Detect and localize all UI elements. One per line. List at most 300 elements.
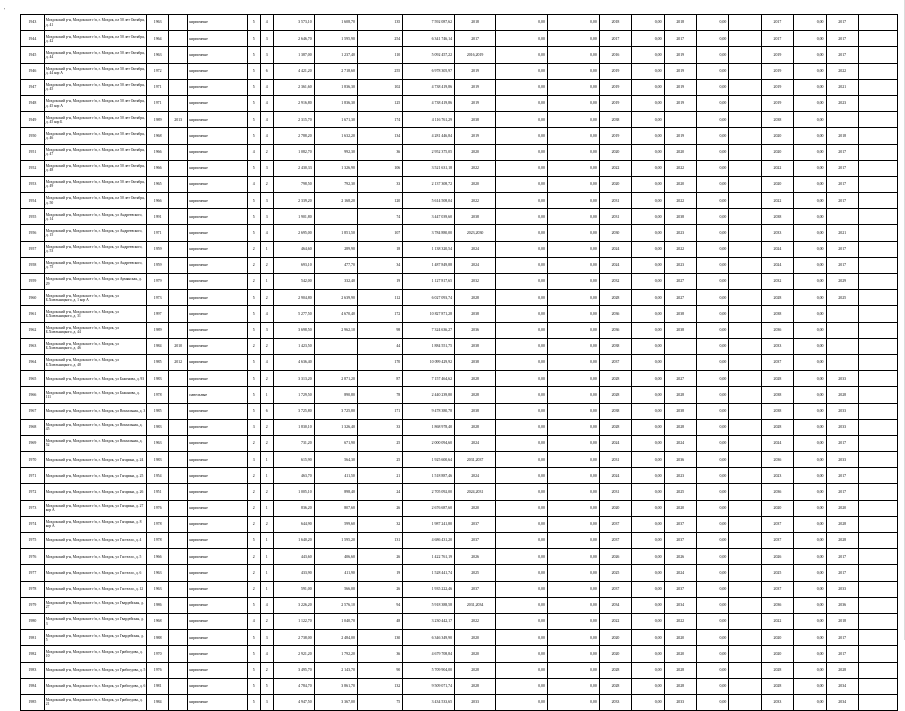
living-area-cell: 2 484,00 (314, 630, 357, 646)
year-cell (826, 209, 858, 225)
residents-cell: 87 (357, 371, 402, 387)
table-row (21, 176, 898, 192)
value-cell: 0,00 (547, 112, 599, 128)
year-cell: 2028 (599, 371, 631, 387)
year-cell: 2020 (664, 176, 696, 192)
wall-material-cell: кирпичные (188, 646, 247, 662)
value-cell: 0,00 (496, 646, 548, 662)
floors-cell: 5 (247, 322, 260, 338)
entrances-cell: 4 (260, 354, 273, 370)
year-cell: 2037 (761, 581, 793, 597)
address-cell: Моздокский р-н, Моздокское г/п, г. Моздок, пл 50 лет Октября, д. 49 (44, 176, 147, 192)
total-area-cell: 1 082,70 (273, 144, 314, 160)
row-number: 1959 (21, 274, 45, 290)
year-cell: 2023 (664, 468, 696, 484)
value-cell: 0,00 (632, 630, 664, 646)
wall-material-cell: кирпичные (188, 193, 247, 209)
empty-cell (858, 193, 897, 209)
year-cell: 2022 (664, 193, 696, 209)
year-cell: 2019 (664, 63, 696, 79)
build-year-cell: 1964 (147, 31, 169, 47)
value-cell: 0,00 (496, 15, 548, 31)
cost-cell: 1 528 441,74 (403, 565, 455, 581)
reconstruction-year-cell (168, 581, 187, 597)
reconstruction-year-cell (168, 31, 187, 47)
value-cell: 0,00 (496, 387, 548, 403)
total-area-cell: 591,00 (273, 581, 314, 597)
empty-cell (729, 354, 761, 370)
year-cell: 2038 (664, 306, 696, 322)
living-area-cell: 807,60 (314, 500, 357, 516)
year-cell: 2018 (599, 15, 631, 31)
empty-cell (858, 581, 897, 597)
year-cell: 2036 (826, 597, 858, 613)
empty-cell (729, 290, 761, 306)
residents-cell: 78 (357, 387, 402, 403)
empty-cell (858, 257, 897, 273)
repair-years-cell: 2017 (455, 31, 496, 47)
value-cell: 0,00 (794, 613, 826, 629)
living-area-cell: 3 861,70 (314, 678, 357, 694)
floors-cell: 5 (247, 354, 260, 370)
residents-cell: 125 (357, 95, 402, 111)
entrances-cell: 2 (260, 338, 273, 354)
value-cell: 0,00 (794, 144, 826, 160)
entrances-cell: 3 (260, 160, 273, 176)
empty-cell (729, 387, 761, 403)
year-cell: 2017 (826, 15, 858, 31)
value-cell: 0,00 (632, 176, 664, 192)
cost-cell: 3 447 039,60 (403, 209, 455, 225)
year-cell: 2018 (826, 128, 858, 144)
year-cell: 2017 (826, 193, 858, 209)
row-number: 1952 (21, 160, 45, 176)
floors-cell: 5 (247, 290, 260, 306)
living-area-cell: 1 851,50 (314, 225, 357, 241)
address-cell: Моздокский р-н, Моздокское г/п, г. Моздок, ул Гастелло, д. 5 (44, 549, 147, 565)
row-number: 1947 (21, 79, 45, 95)
value-cell: 0,00 (547, 533, 599, 549)
year-cell: 2033 (826, 371, 858, 387)
year-cell: 2033 (664, 694, 696, 710)
year-cell: 2017 (826, 435, 858, 451)
year-cell: 2028 (761, 419, 793, 435)
reconstruction-year-cell (168, 371, 187, 387)
entrances-cell: 1 (260, 387, 273, 403)
year-cell: 2017 (826, 31, 858, 47)
empty-cell (729, 565, 761, 581)
empty-cell (858, 678, 897, 694)
value-cell: 0,00 (794, 354, 826, 370)
address-cell: Моздокский р-н, Моздокское г/п, г. Моздок, ул Гастелло, д. 4 (44, 533, 147, 549)
total-area-cell: 443,60 (273, 549, 314, 565)
build-year-cell: 1981 (147, 678, 169, 694)
cost-cell: 1 422 761,19 (403, 549, 455, 565)
empty-cell (858, 500, 897, 516)
residents-cell: 32 (357, 516, 402, 532)
value-cell: 0,00 (496, 533, 548, 549)
table-row (21, 403, 898, 419)
row-number: 1955 (21, 209, 45, 225)
value-cell: 0,00 (496, 354, 548, 370)
year-cell: 2026 (599, 549, 631, 565)
value-cell: 0,00 (632, 290, 664, 306)
floors-cell: 4 (247, 144, 260, 160)
value-cell: 0,00 (547, 500, 599, 516)
cost-cell: 2 000 094,60 (403, 435, 455, 451)
value-cell: 0,00 (696, 144, 728, 160)
value-cell: 0,00 (696, 160, 728, 176)
wall-material-cell: кирпичные (188, 290, 247, 306)
empty-cell (858, 694, 897, 710)
repair-years-cell: 2038 (455, 306, 496, 322)
value-cell: 0,00 (632, 694, 664, 710)
repair-years-cell: 2038 (455, 403, 496, 419)
year-cell: 2038 (599, 403, 631, 419)
floors-cell: 2 (247, 581, 260, 597)
living-area-cell: 3 725,80 (314, 403, 357, 419)
reconstruction-year-cell (168, 597, 187, 613)
year-cell: 2019 (599, 79, 631, 95)
floors-cell: 5 (247, 662, 260, 678)
value-cell: 0,00 (632, 403, 664, 419)
table-row (21, 435, 898, 451)
row-number: 1945 (21, 47, 45, 63)
living-area-cell: 1 836,30 (314, 79, 357, 95)
value-cell: 0,00 (632, 387, 664, 403)
entrances-cell: 1 (260, 565, 273, 581)
repair-years-cell: 2022 (455, 193, 496, 209)
value-cell: 0,00 (632, 95, 664, 111)
address-cell: Моздокский р-н, Моздокское г/п, г. Моздок, ул Гвардейская, д. 5 (44, 630, 147, 646)
entrances-cell: 2 (260, 516, 273, 532)
living-area-cell: 890,80 (314, 387, 357, 403)
entrances-cell: 2 (260, 484, 273, 500)
reconstruction-year-cell (168, 452, 187, 468)
repair-years-cell: 2022 (455, 160, 496, 176)
floors-cell: 2 (247, 565, 260, 581)
value-cell: 0,00 (794, 31, 826, 47)
wall-material-cell: кирпичные (188, 419, 247, 435)
value-cell: 0,00 (547, 646, 599, 662)
value-cell: 0,00 (547, 144, 599, 160)
value-cell: 0,00 (547, 630, 599, 646)
residents-cell: 48 (357, 613, 402, 629)
year-cell: 2028 (761, 290, 793, 306)
value-cell: 0,00 (794, 630, 826, 646)
value-cell: 0,00 (496, 630, 548, 646)
build-year-cell: 1997 (147, 306, 169, 322)
year-cell: 2019 (761, 63, 793, 79)
year-cell: 2036 (761, 452, 793, 468)
page-mark: ' (4, 8, 6, 14)
reconstruction-year-cell (168, 678, 187, 694)
residents-cell: 25 (357, 452, 402, 468)
value-cell: 0,00 (496, 565, 548, 581)
address-cell: Моздокский р-н, Моздокское г/п, г. Моздок, ул Б.Хмельницкого, д. 31 (44, 306, 147, 322)
address-cell: Моздокский р-н, Моздокское г/п, г. Моздок, ул Гастелло, д. 12 (44, 581, 147, 597)
cost-cell: 2 440 239,80 (403, 387, 455, 403)
year-cell: 2020 (599, 144, 631, 160)
residents-cell: 19 (357, 565, 402, 581)
total-area-cell: 615,90 (273, 452, 314, 468)
reconstruction-year-cell (168, 435, 187, 451)
empty-cell (729, 15, 761, 31)
total-area-cell: 836,20 (273, 500, 314, 516)
value-cell: 0,00 (547, 257, 599, 273)
address-cell: Моздокский р-н, Моздокское г/п, г. Моздок, ул Б.Хмельницкого, д. 44 (44, 322, 147, 338)
wall-material-cell: кирпичные (188, 354, 247, 370)
value-cell: 0,00 (547, 176, 599, 192)
living-area-cell: 898,40 (314, 484, 357, 500)
value-cell: 0,00 (794, 274, 826, 290)
residents-cell: 18 (357, 241, 402, 257)
total-area-cell: 433,90 (273, 565, 314, 581)
year-cell: 2017 (826, 160, 858, 176)
repair-years-cell: 2032 (455, 274, 496, 290)
wall-material-cell: панельные (188, 387, 247, 403)
cost-cell: 6 341 746,14 (403, 31, 455, 47)
table-row (21, 225, 898, 241)
value-cell: 0,00 (794, 79, 826, 95)
entrances-cell: 1 (260, 533, 273, 549)
value-cell: 0,00 (632, 484, 664, 500)
year-cell: 2027 (664, 274, 696, 290)
living-area-cell: 411,90 (314, 565, 357, 581)
table-row (21, 371, 898, 387)
empty-cell (729, 322, 761, 338)
total-area-cell: 3 495,70 (273, 662, 314, 678)
value-cell: 0,00 (632, 225, 664, 241)
value-cell: 0,00 (496, 435, 548, 451)
residents-cell: 33 (357, 176, 402, 192)
year-cell: 2037 (599, 533, 631, 549)
build-year-cell: 1979 (147, 274, 169, 290)
row-number: 1985 (21, 694, 45, 710)
year-cell: 2023 (664, 225, 696, 241)
year-cell: 2028 (826, 516, 858, 532)
build-year-cell: 1966 (147, 144, 169, 160)
living-area-cell: 1 595,20 (314, 533, 357, 549)
total-area-cell: 3 573,10 (273, 15, 314, 31)
living-area-cell: 599,60 (314, 516, 357, 532)
wall-material-cell: кирпичные (188, 144, 247, 160)
table-row (21, 47, 898, 63)
build-year-cell: 1988 (147, 630, 169, 646)
build-year-cell: 1959 (147, 241, 169, 257)
value-cell: 0,00 (794, 257, 826, 273)
value-cell: 0,00 (632, 47, 664, 63)
value-cell: 0,00 (696, 468, 728, 484)
row-number: 1968 (21, 419, 45, 435)
build-year-cell: 1963 (147, 15, 169, 31)
floors-cell: 5 (247, 15, 260, 31)
value-cell: 0,00 (794, 678, 826, 694)
row-number: 1950 (21, 128, 45, 144)
year-cell: 2028 (599, 419, 631, 435)
year-cell: 2020 (664, 144, 696, 160)
living-area-cell: 1 326,40 (314, 419, 357, 435)
empty-cell (858, 533, 897, 549)
cost-cell: 1 884 551,75 (403, 338, 455, 354)
address-cell: Моздокский р-н, Моздокское г/п, г. Моздок, ул Гвардейская, д. 3 (44, 613, 147, 629)
residents-cell: 26 (357, 500, 402, 516)
reconstruction-year-cell (168, 419, 187, 435)
wall-material-cell: кирпичные (188, 95, 247, 111)
value-cell: 0,00 (547, 354, 599, 370)
year-cell: 2022 (761, 160, 793, 176)
value-cell: 0,00 (696, 306, 728, 322)
year-cell (826, 354, 858, 370)
year-cell: 2027 (664, 290, 696, 306)
build-year-cell: 1966 (147, 193, 169, 209)
year-cell: 2028 (826, 662, 858, 678)
total-area-cell: 2 921,20 (273, 646, 314, 662)
year-cell: 2019 (599, 128, 631, 144)
row-number: 1943 (21, 15, 45, 31)
floors-cell: 5 (247, 678, 260, 694)
year-cell: 2020 (599, 630, 631, 646)
empty-cell (858, 419, 897, 435)
address-cell: Моздокский р-н, Моздокское г/п, г. Моздок, ул Гвардейская, д. 27 (44, 597, 147, 613)
reconstruction-year-cell (168, 144, 187, 160)
wall-material-cell: кирпичные (188, 452, 247, 468)
build-year-cell: 1966 (147, 160, 169, 176)
wall-material-cell: кирпичные (188, 306, 247, 322)
reconstruction-year-cell (168, 387, 187, 403)
year-cell: 2028 (761, 371, 793, 387)
year-cell: 2028 (664, 678, 696, 694)
living-area-cell: 1 326,90 (314, 160, 357, 176)
empty-cell (729, 225, 761, 241)
row-number: 1946 (21, 63, 45, 79)
wall-material-cell: кирпичные (188, 371, 247, 387)
year-cell: 2026 (761, 549, 793, 565)
year-cell: 2038 (664, 209, 696, 225)
living-area-cell (314, 209, 357, 225)
value-cell: 0,00 (794, 500, 826, 516)
table-row (21, 613, 898, 629)
floors-cell: 2 (247, 549, 260, 565)
value-cell: 0,00 (496, 95, 548, 111)
reconstruction-year-cell (168, 306, 187, 322)
year-cell: 2033 (826, 452, 858, 468)
total-area-cell: 4 421,20 (273, 63, 314, 79)
value-cell: 0,00 (794, 516, 826, 532)
year-cell: 2022 (826, 63, 858, 79)
value-cell: 0,00 (496, 516, 548, 532)
reconstruction-year-cell (168, 646, 187, 662)
value-cell: 0,00 (496, 209, 548, 225)
year-cell (826, 112, 858, 128)
build-year-cell: 1971 (147, 95, 169, 111)
repair-years-cell: 2028 (455, 662, 496, 678)
residents-cell: 75 (357, 694, 402, 710)
year-cell: 2033 (826, 403, 858, 419)
register-sheet (20, 14, 898, 711)
table-row (21, 257, 898, 273)
empty-cell (729, 694, 761, 710)
address-cell: Моздокский р-н, Моздокское г/п, г. Моздок, ул Гагарина, д. 24 (44, 452, 147, 468)
residents-cell: 106 (357, 160, 402, 176)
address-cell: Моздокский р-н, Моздокское г/п, г. Моздок, пл 50 лет Октября, д. 44 кор А (44, 63, 147, 79)
repair-years-cell: 2028 (455, 371, 496, 387)
entrances-cell: 1 (260, 581, 273, 597)
wall-material-cell: кирпичные (188, 257, 247, 273)
empty-cell (729, 31, 761, 47)
value-cell: 0,00 (794, 290, 826, 306)
build-year-cell: 1989 (147, 112, 169, 128)
repair-years-cell: 2024 (455, 468, 496, 484)
repair-years-cell: 2020 (455, 646, 496, 662)
cost-cell: 10 099 429,92 (403, 354, 455, 370)
value-cell: 0,00 (547, 47, 599, 63)
value-cell: 0,00 (496, 662, 548, 678)
living-area-cell: 332,40 (314, 274, 357, 290)
entrances-cell: 4 (260, 306, 273, 322)
row-number: 1972 (21, 484, 45, 500)
year-cell: 2024 (761, 435, 793, 451)
row-number: 1962 (21, 322, 45, 338)
wall-material-cell: кирпичные (188, 15, 247, 31)
living-area-cell: 2 962,10 (314, 322, 357, 338)
floors-cell: 2 (247, 435, 260, 451)
wall-material-cell: кирпичные (188, 484, 247, 500)
reconstruction-year-cell (168, 241, 187, 257)
value-cell: 0,00 (496, 613, 548, 629)
empty-cell (729, 128, 761, 144)
year-cell: 2021 (826, 79, 858, 95)
value-cell: 0,00 (794, 549, 826, 565)
repair-years-cell: 2025 (455, 565, 496, 581)
entrances-cell: 3 (260, 322, 273, 338)
floors-cell: 5 (247, 403, 260, 419)
repair-years-cell: 2023,2030 (455, 225, 496, 241)
wall-material-cell: кирпичные (188, 112, 247, 128)
value-cell: 0,00 (632, 533, 664, 549)
year-cell: 2037 (664, 516, 696, 532)
empty-cell (729, 47, 761, 63)
year-cell: 2019 (761, 95, 793, 111)
row-number: 1975 (21, 533, 45, 549)
address-cell: Моздокский р-н, Моздокское г/п, г. Моздок, ул Андреевского, д. 14 (44, 209, 147, 225)
empty-cell (729, 516, 761, 532)
year-cell: 2031 (599, 452, 631, 468)
cost-cell: 7 324 636,27 (403, 322, 455, 338)
living-area-cell: 477,70 (314, 257, 357, 273)
empty-cell (729, 63, 761, 79)
floors-cell: 2 (247, 500, 260, 516)
residents-cell: 34 (357, 257, 402, 273)
value-cell: 0,00 (696, 581, 728, 597)
year-cell: 2020 (761, 500, 793, 516)
reconstruction-year-cell (168, 613, 187, 629)
value-cell: 0,00 (696, 387, 728, 403)
reconstruction-year-cell (168, 468, 187, 484)
address-cell: Моздокский р-н, Моздокское г/п, г. Моздок, ул Андреевского, д. 53 (44, 241, 147, 257)
address-cell: Моздокский р-н, Моздокское г/п, г. Моздок, ул Б.Хмельницкого, д. 48 (44, 354, 147, 370)
value-cell: 0,00 (496, 193, 548, 209)
empty-cell (729, 274, 761, 290)
row-number: 1976 (21, 549, 45, 565)
wall-material-cell: кирпичные (188, 565, 247, 581)
total-area-cell: 2 361,60 (273, 79, 314, 95)
value-cell: 0,00 (696, 694, 728, 710)
empty-cell (729, 533, 761, 549)
year-cell: 2024 (599, 257, 631, 273)
table-row (21, 31, 898, 47)
value-cell: 0,00 (632, 15, 664, 31)
